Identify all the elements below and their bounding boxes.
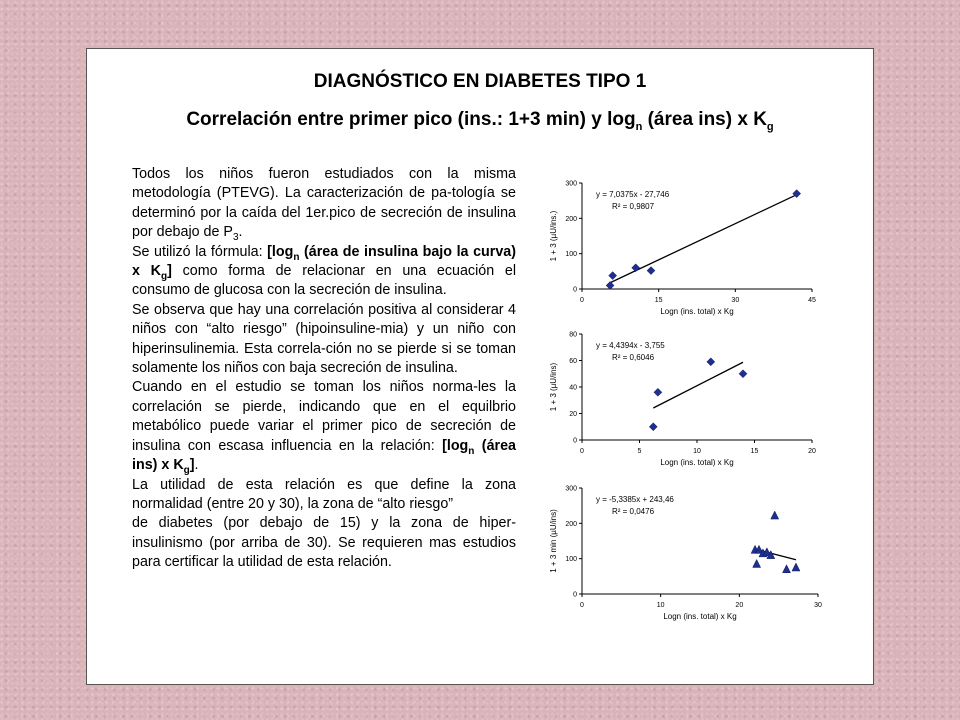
y-tick-label: 200	[565, 215, 577, 223]
y-tick-label: 0	[573, 591, 577, 599]
data-point	[771, 511, 779, 519]
x-tick-label: 0	[580, 602, 584, 609]
y-tick-label: 0	[573, 437, 577, 445]
x-tick-label: 10	[656, 602, 665, 609]
description-text	[132, 165, 516, 573]
y-tick-label: 300	[565, 180, 577, 188]
data-point	[739, 370, 747, 378]
y-tick-label: 200	[565, 520, 577, 528]
y-tick-label: 0	[573, 286, 577, 294]
y-tick-label: 100	[565, 556, 577, 564]
data-point	[649, 423, 657, 431]
x-tick-label: 15	[654, 297, 663, 304]
data-point	[753, 559, 761, 567]
x-tick-label: 10	[693, 448, 701, 455]
subtitle-text: Correlación entre primer pico (ins.: 1+3 min) y log	[186, 109, 636, 130]
data-point	[647, 267, 655, 275]
chart-scatter-3	[540, 480, 830, 625]
equation-label: y = 7,0375x - 27,746	[596, 190, 670, 199]
data-point	[707, 358, 715, 366]
x-axis-label: Logn (ins. total) x Kg	[663, 612, 737, 621]
subtitle-subscript-g: g	[766, 120, 774, 133]
x-axis-label: Logn (ins. total) x Kg	[660, 458, 734, 467]
r-squared-label: R² = 0,9807	[612, 202, 655, 211]
x-tick-label: 5	[637, 448, 642, 455]
equation-label: y = -5,3385x + 243,46	[596, 495, 674, 504]
data-point	[609, 272, 617, 280]
x-tick-label: 30	[814, 602, 822, 609]
page-title: DIAGNÓSTICO EN DIABETES TIPO 1	[313, 71, 647, 92]
y-axis-label: 1 + 3 (µU/ins.)	[549, 210, 558, 262]
data-point	[654, 388, 662, 396]
data-point	[792, 563, 800, 571]
r-squared-label: R² = 0,6046	[612, 353, 655, 362]
paragraph-conclusion: de diabetes (por debajo de 15) y la zona de hiper-insulinismo (por arriba de 30). Se requieren mas estudios para certificar la utilidad de esta relación.	[132, 515, 516, 571]
chart-scatter-1	[540, 175, 830, 320]
subtitle-subscript-n: n	[635, 120, 643, 133]
paragraph-normal-children: Cuando en el estudio se toman los niños norma-les la correlación se pierde, indicando que en el equilbrio metabólico puede variar el primer pico de secreción de insulina con escasa influencia en la relación: [$\log_n$ (área ins) x $K_g$].	[132, 379, 516, 476]
data-point	[606, 281, 614, 289]
y-tick-label: 60	[569, 358, 577, 365]
x-tick-label: 0	[580, 297, 584, 304]
equation-label: y = 4,4394x - 3,755	[596, 341, 665, 350]
y-axis-label: 1 + 3 (µU/ins)	[549, 362, 558, 412]
x-tick-label: 20	[735, 602, 744, 609]
x-tick-label: 45	[808, 297, 816, 304]
subtitle-text-2: (área ins) x K	[642, 109, 767, 130]
x-tick-label: 0	[580, 448, 584, 455]
chart-scatter-2	[540, 326, 830, 471]
paragraph-methodology: Todos los niños fueron estudiados con la misma metodología (PTEVG). La caracterización de pa-tología se determinó por la caída del 1er.pico de secreción de insulina por debajo de $P_3$.	[132, 166, 516, 244]
trend-line	[653, 362, 743, 408]
x-tick-label: 30	[731, 297, 740, 304]
data-point	[632, 264, 640, 272]
x-axis-label: Logn (ins. total) x Kg	[660, 307, 734, 316]
y-tick-label: 40	[569, 384, 577, 392]
y-tick-label: 100	[565, 251, 577, 259]
x-tick-label: 20	[808, 448, 816, 455]
data-point	[783, 565, 791, 573]
paragraph-utility: La utilidad de esta relación es que define la zona normalidad (entre 20 y 30), la zona de “alto riesgo”	[132, 476, 516, 512]
y-axis-label: 1 + 3 min (µU/ins)	[549, 509, 558, 573]
paragraph-correlation: Se observa que hay una correlación positiva al considerar 4 niños con “alto riesgo” (hipoinsuline-mia) y un niño con hiperinsulinemia. Esta correla-ción no se pierde si se toman solamente los niños con baja secreción de insulina.	[132, 301, 516, 377]
y-tick-label: 300	[565, 485, 577, 493]
y-tick-label: 80	[569, 331, 577, 339]
y-tick-label: 20	[569, 411, 577, 418]
r-squared-label: R² = 0,0476	[612, 507, 655, 516]
page-subtitle	[87, 109, 873, 133]
paragraph-formula: Se utilizó la fórmula: [$\log_n$ (área de insulina bajo la curva) x $K_g$] como forma de relacionar en una ecuación el consumo de glucosa con la secreción de insulina.	[132, 243, 517, 299]
x-tick-label: 15	[750, 448, 759, 455]
